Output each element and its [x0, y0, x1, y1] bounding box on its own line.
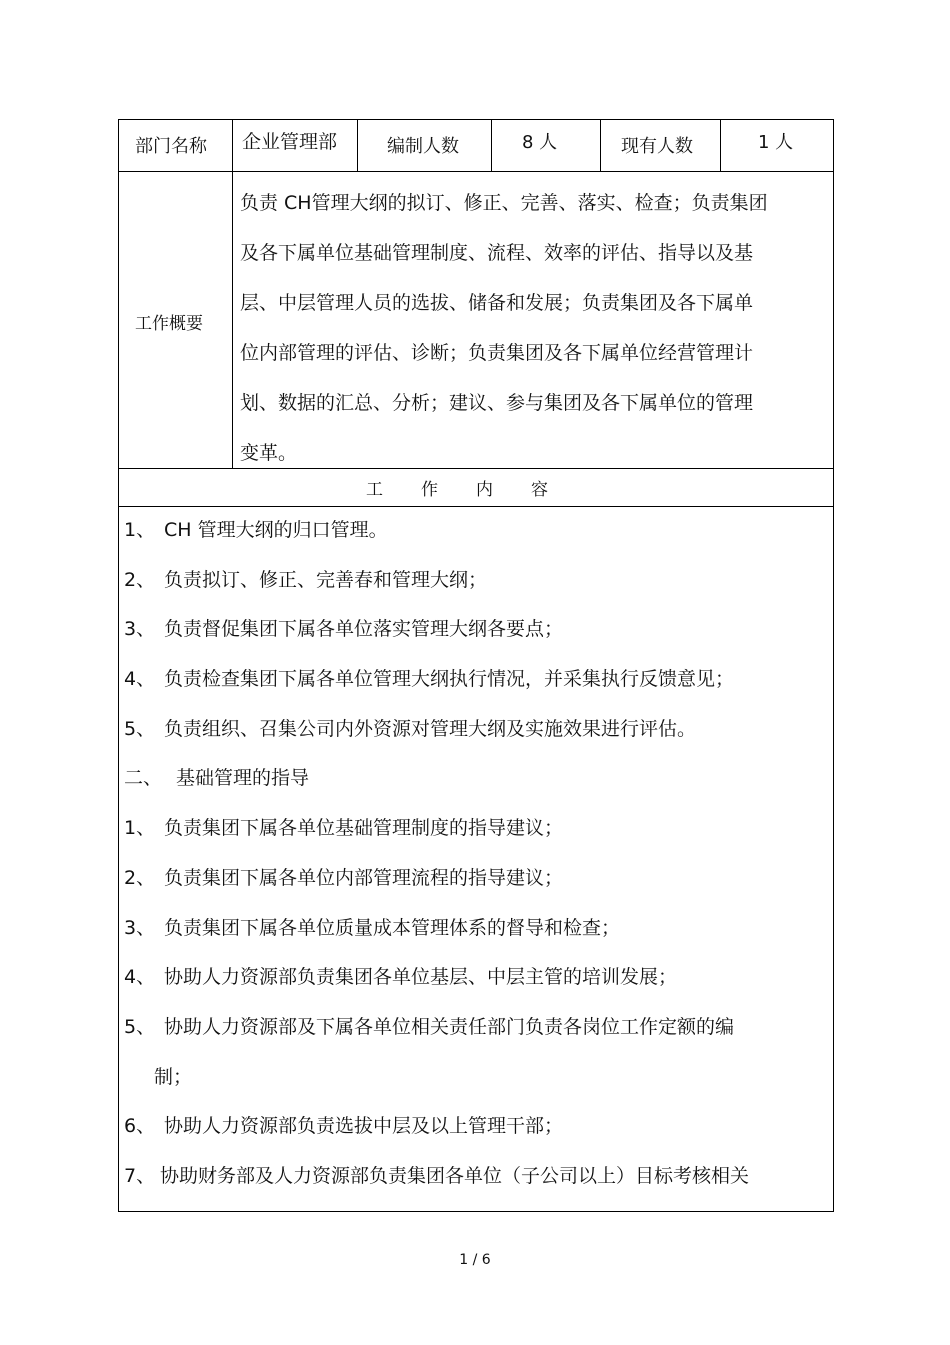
summary-line: 划、数据的汇总、分析；建议、参与集团及各下属单位的管理 [240, 392, 754, 414]
divider [357, 119, 358, 171]
item-text: 负责集团下属各单位内部管理流程的指导建议； [164, 866, 564, 889]
divider [720, 119, 721, 171]
item-text: 制； [154, 1065, 193, 1088]
item-text: 协助人力资源部及下属各单位相关责任部门负责各岗位工作定额的编 [164, 1015, 735, 1038]
item-number: 4、 [124, 966, 156, 989]
dept-value: 企业管理部 [242, 131, 338, 153]
item-text: 基础管理的指导 [176, 767, 310, 790]
item-number: 1、 [124, 817, 156, 840]
item-text: 协助人力资源部负责选拔中层及以上管理干部； [164, 1115, 564, 1138]
divider [232, 119, 233, 469]
item-number: 5、 [124, 717, 156, 740]
current-label: 现有人数 [621, 136, 693, 157]
summary-line: 及各下属单位基础管理制度、流程、效率的评估、指导以及基 [240, 242, 754, 264]
item-number: 3、 [124, 618, 156, 641]
list-item [124, 1102, 824, 1152]
summary-line: 层、中层管理人员的选拔、储备和发展；负责集团及各下属单 [240, 292, 754, 314]
divider [600, 119, 601, 171]
content-list [124, 506, 824, 1202]
section-title: 工作内容 [366, 480, 586, 500]
list-item [124, 904, 824, 954]
current-value: 1 人 [758, 132, 794, 153]
item-text: 协助人力资源部负责集团各单位基层、中层主管的培训发展； [164, 966, 678, 989]
item-number: 二、 [124, 767, 163, 790]
item-number: 6、 [124, 1115, 156, 1138]
item-text: 负责督促集团下属各单位落实管理大纲各要点； [164, 618, 564, 641]
page-number: 1 / 6 [459, 1252, 491, 1268]
item-text: CH 管理大纲的归口管理。 [164, 519, 388, 541]
item-text: 负责集团下属各单位质量成本管理体系的督导和检查； [164, 916, 621, 939]
item-number: 2、 [124, 866, 156, 889]
summary-line: 变革。 [240, 442, 298, 464]
summary-line: 负责 CH管理大纲的拟订、修正、完善、落实、检查；负责集团 [240, 192, 768, 214]
item-text: 负责集团下属各单位基础管理制度的指导建议； [164, 817, 564, 840]
quota-label: 编制人数 [387, 136, 459, 157]
summary-label: 工作概要 [135, 314, 203, 334]
item-number: 4、 [124, 668, 156, 691]
divider [491, 119, 492, 171]
summary-line: 位内部管理的评估、诊断；负责集团及各下属单位经营管理计 [240, 342, 754, 364]
item-text: 负责拟订、修正、完善春和管理大纲； [164, 568, 488, 591]
item-number: 5、 [124, 1015, 156, 1038]
list-item [124, 804, 824, 854]
divider [118, 171, 834, 172]
list-item [124, 506, 824, 556]
summary-text [240, 178, 800, 478]
section-heading [124, 754, 824, 804]
list-item [124, 1152, 824, 1202]
list-item [124, 854, 824, 904]
list-item [124, 556, 824, 606]
list-item [124, 705, 824, 755]
list-item [124, 1003, 824, 1053]
quota-value: 8 人 [522, 132, 558, 153]
list-item [124, 953, 824, 1003]
item-number: 2、 [124, 568, 156, 591]
item-number: 3、 [124, 916, 156, 939]
item-text: 负责检查集团下属各单位管理大纲执行情况，并采集执行反馈意见； [164, 668, 735, 691]
list-item [124, 655, 824, 705]
item-text: 协助财务部及人力资源部负责集团各单位（子公司以上）目标考核相关 [160, 1164, 750, 1187]
list-item [124, 605, 824, 655]
item-text: 负责组织、召集公司内外资源对管理大纲及实施效果进行评估。 [164, 717, 697, 740]
dept-label: 部门名称 [135, 136, 207, 157]
item-number: 1、 [124, 519, 156, 541]
item-number: 7、 [124, 1164, 156, 1187]
list-item-continuation [124, 1053, 824, 1103]
